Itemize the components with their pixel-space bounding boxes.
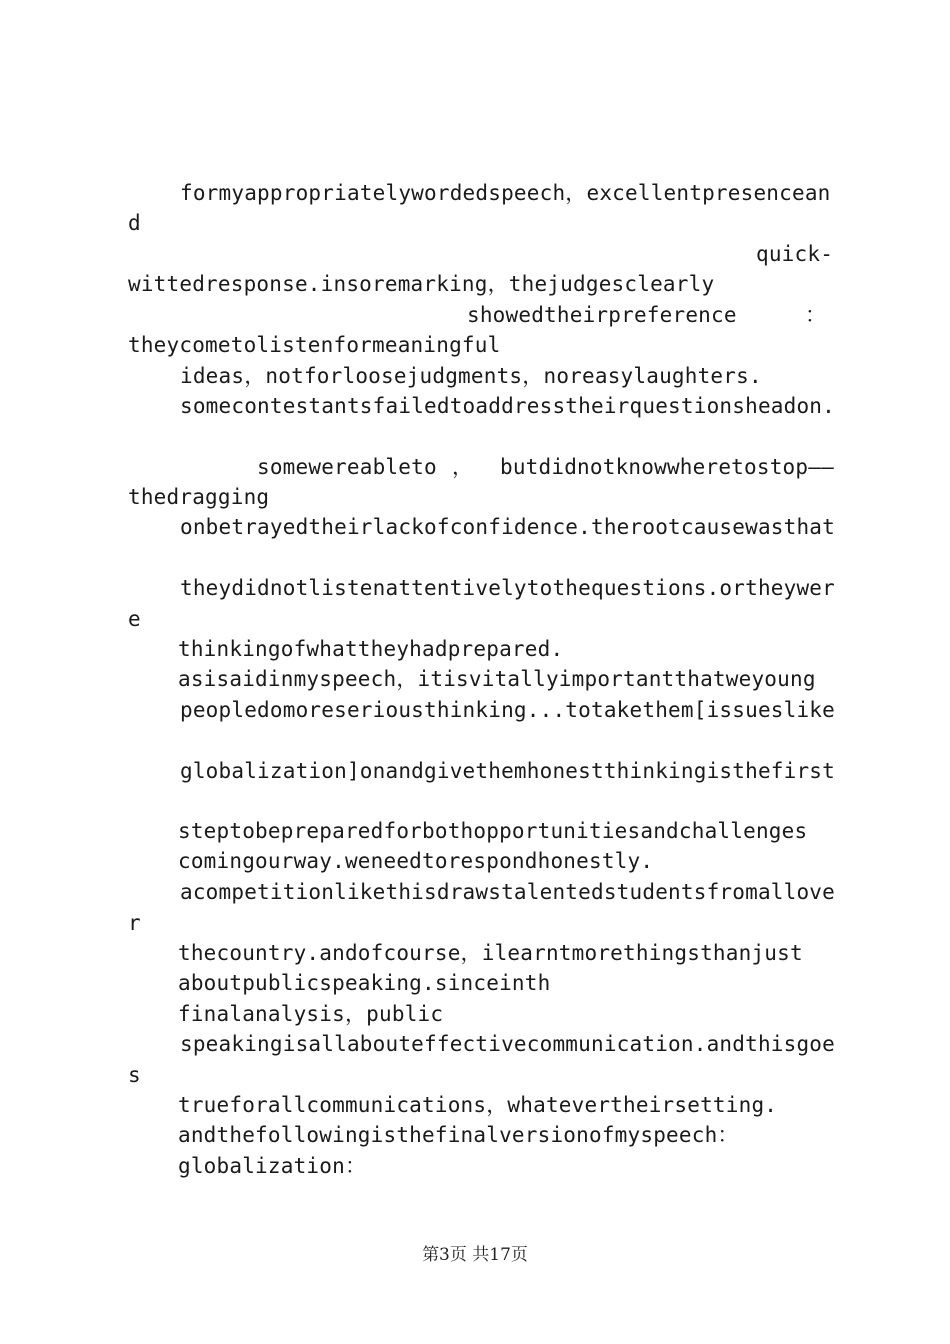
text-line: finalanalysis，public — [178, 1002, 444, 1026]
text-line: peopledomoreseriousthinking...totakethem[issueslike — [180, 698, 835, 722]
text-line: thedragging — [128, 485, 270, 509]
text-line: butdidnotknowwheretostop—— — [500, 455, 834, 479]
text-line: globalization]onandgivethemhonestthinkingisthefirst — [180, 759, 835, 783]
text-line: somecontestantsfailedtoaddresstheirquestionsheadon. — [180, 394, 835, 418]
text-line: e — [128, 607, 141, 631]
text-line: aboutpublicspeaking.sinceinth — [178, 971, 551, 995]
text-line: d — [128, 211, 141, 235]
text-line: speakingisallabouteffectivecommunication.andthisgoe — [180, 1032, 835, 1056]
text-line: onbetrayedtheirlackofconfidence.therootcausewasthat — [180, 515, 835, 539]
text-line: wittedresponse.insoremarking，thejudgesclearly — [128, 272, 715, 296]
text-line: steptobepreparedforbothopportunitiesandchallenges — [178, 819, 808, 843]
text-line: somewereableto — [257, 455, 437, 479]
page-number-footer: 第3页 共17页 — [422, 1245, 528, 1265]
text-line: thinkingofwhattheyhadprepared. — [178, 637, 564, 661]
text-line: r — [128, 911, 141, 935]
text-line: thecountry.andofcourse，ilearntmorethingsthanjust — [178, 941, 803, 965]
text-line: theycometolistenformeaningful — [128, 333, 501, 357]
text-line: andthefollowingisthefinalversionofmyspeech： — [178, 1123, 739, 1147]
text-line: s — [128, 1063, 141, 1087]
text-line: showedtheirpreference — [467, 303, 737, 327]
text-line: comingourway.weneedtorespondhonestly. — [178, 849, 654, 873]
text-line: asisaidinmyspeech，itisvitallyimportantthatweyoung — [178, 667, 816, 691]
text-line: quick- — [756, 242, 834, 266]
text-line: ， — [452, 455, 474, 479]
text-line: trueforallcommunications，whatevertheirsetting. — [178, 1093, 778, 1117]
text-line: theydidnotlistenattentivelytothequestions.ortheywer — [180, 576, 835, 600]
text-line: ： — [805, 303, 827, 327]
text-line: ideas，notforloosejudgments，noreasylaughters. — [180, 364, 762, 388]
text-line: acompetitionlikethisdrawstalentedstudentsfromallove — [180, 880, 835, 904]
text-line: formyappropriatelywordedspeech，excellentpresencean — [180, 181, 831, 205]
text-line: globalization： — [178, 1154, 367, 1178]
